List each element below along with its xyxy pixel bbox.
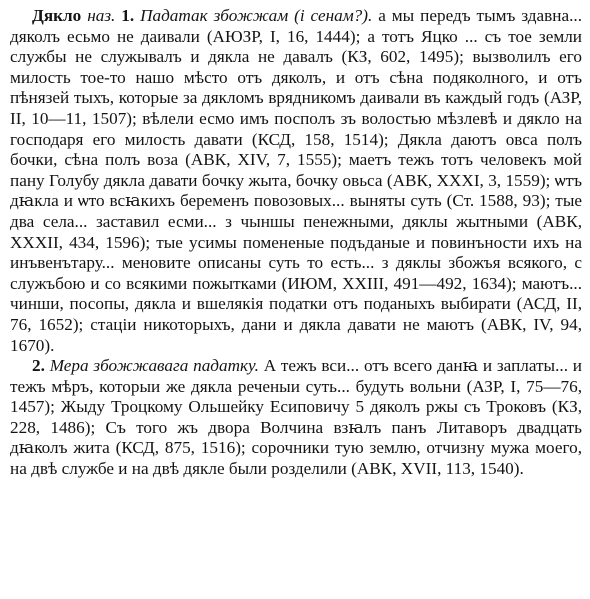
sense-1-definition: Падатак збожжам (і сенам?).	[140, 6, 373, 25]
sense-1-number: 1.	[121, 6, 135, 25]
sense-2-definition: Мера збожжавага падатку.	[49, 356, 259, 376]
sense-1-paragraph	[10, 6, 582, 356]
sense-2-paragraph	[10, 356, 582, 480]
grammar-label: наз.	[87, 6, 116, 25]
headword: Дякло	[32, 6, 82, 25]
sense-2-number: 2.	[32, 356, 45, 376]
sense-1-citations: а мы передъ тымъ здавна... дяколъ есьмо не даивали (АЮЗР, I, 16, 1444); а тотъ Яцко ... съ тое земли службы не служывалъ и дякла не давалъ (КЗ, 602, 1495); вызволилъ его милость тое-то нашо мѣсто отъ дяколъ, и отъ сѣна подяколного, и отъ пѣнязей тыхъ, которые за дякломъ врядникомъ даивали въ каждый годъ (АЗР, II, 10—11, 1507); вѣлели есмо имъ посполъ зъ волостью мѣзлевѣ и дякло на господаря его милость давати (КСД, 158, 1514); Дякла даютъ овса полъ бочки, сѣна полъ воза (АВК, XIV, 7, 1555); маетъ тежъ тотъ человекъ мой пану Голубу дякла давати бочку жыта, бочку овьса (АВК, XXXI, 3, 1559); ѡтъ дꙗкла и ѡто всꙗкихъ беременъ повозовых... выняты суть (Ст. 1588, 93); тые два села... заставил есми... з чыншы пенежными, дяклы жытными (АВК, XXXII, 434, 1596); тые усимы помененые подъданые и повинъности ихъ на инъвенътару... меновите описаны суть то есть... з дяклы збожъя всякого, с служъбою и со всякими пожытками (ИЮМ, XXIII, 491—492, 1634); маютъ... чинши, посопы, дякла и вшелякія податки отъ поданыхъ выбирати (АСД, II, 76, 1652); стаціи никоторыхъ, дани и дякла давати не маютъ (АВК, IV, 94, 1670).	[10, 6, 582, 355]
sense-2-citations: А тежъ вси... отъ всего данꙗ и заплаты... и тежъ мѣръ, которыи же дякла реченыи суть... будуть вольни (АЗР, I, 75—76, 1457); Жыду Троцкому Ольшейку Есиповичу 5 дяколъ ржы съ Троковъ (КЗ, 228, 1486); Съ того жъ двора Волчина взꙗлъ панъ Литаворъ двадцать дꙗколъ жита (КСД, 875, 1516); сорочники тую землю, отчизну мужа моего, на двѣ службе и на двѣ дякле были розделили (АВК, XVII, 113, 1540).	[10, 356, 582, 479]
